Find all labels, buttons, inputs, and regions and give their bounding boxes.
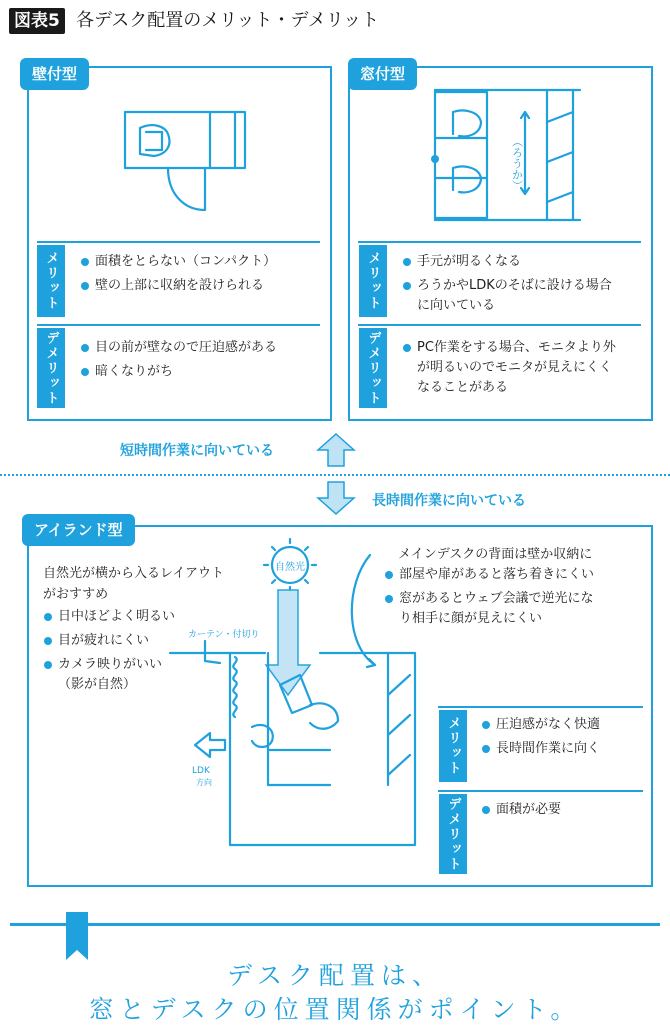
arrow-down-icon <box>316 480 356 516</box>
list-item: 面積をとらない（コンパクト） <box>80 252 320 272</box>
list-item: 暗くなりがち <box>80 362 320 382</box>
figure-badge: 図表5 <box>9 8 65 34</box>
conclusion-rule <box>10 923 660 926</box>
curtain-label: カーテン・付切り <box>188 630 260 640</box>
list-item: 壁の上部に収納を設けられる <box>80 276 320 296</box>
wall-merit-list <box>80 252 320 300</box>
divider-dotted <box>0 474 670 476</box>
long-time-label: 長時間作業に向いている <box>372 493 526 509</box>
wall-merit-top-line <box>37 241 320 243</box>
wall-merit-label: メリット <box>37 245 65 317</box>
window-desk-sketch <box>425 82 590 227</box>
wall-desk-sketch <box>110 100 260 220</box>
ldk-direction-label: 方向 <box>196 778 212 787</box>
list-item: 目の前が壁なので圧迫感がある <box>80 338 320 358</box>
list-item: PC作業をする場合、モニタより外 が明るいのでモニタが見えにくく なることがある <box>402 338 647 398</box>
conclusion-line-1: デスク配置は、 <box>226 961 443 990</box>
bookmark-icon <box>66 912 88 960</box>
island-merit-label: メリット <box>439 710 467 782</box>
arrow-up-icon <box>316 432 356 468</box>
island-demerit-label: デメリット <box>439 794 467 874</box>
corridor-note: （ろうか） <box>510 136 524 191</box>
window-handle-dot <box>431 155 439 163</box>
island-merit-list <box>481 715 646 763</box>
list-item: 窓があるとウェブ会議で逆光にな り相手に顔が見えにくい <box>384 589 634 629</box>
window-merit-list <box>402 252 647 320</box>
window-demerit-list <box>402 338 647 402</box>
island-demerit-top-line <box>438 790 643 792</box>
island-left-note-title: 自然光が横から入るレイアウト がおすすめ <box>43 566 224 602</box>
conclusion-line-2: 窓とデスクの位置関係がポイント。 <box>88 995 582 1024</box>
island-right-note-title: メインデスクの背面は壁か収納に <box>398 547 593 562</box>
wall-demerit-top-line <box>37 324 320 326</box>
list-item: 部屋や扉があると落ち着きにくい <box>384 565 634 585</box>
sun-icon <box>264 539 316 591</box>
ldk-label: LDK <box>192 766 210 776</box>
island-type-tag: アイランド型 <box>22 514 135 546</box>
list-item: 面積が必要 <box>481 800 646 820</box>
wall-type-tag: 壁付型 <box>20 58 89 90</box>
sun-label: 自然光 <box>275 562 305 573</box>
island-merit-top-line <box>438 706 643 708</box>
list-item: 目が疲れにくい <box>43 631 223 651</box>
list-item: 長時間作業に向く <box>481 739 646 759</box>
window-demerit-label: デメリット <box>359 328 387 408</box>
wall-demerit-list <box>80 338 320 386</box>
island-demerit-list <box>481 800 646 824</box>
list-item: 手元が明るくなる <box>402 252 647 272</box>
island-desk-sketch <box>160 535 430 875</box>
window-merit-label: メリット <box>359 245 387 317</box>
list-item: 日中ほどよく明るい <box>43 607 223 627</box>
window-type-tag: 窓付型 <box>348 58 417 90</box>
list-item: 圧迫感がなく快適 <box>481 715 646 735</box>
window-demerit-top-line <box>358 324 641 326</box>
short-time-label: 短時間作業に向いている <box>120 443 274 459</box>
list-item: ろうかやLDKのそばに設ける場合 に向いている <box>402 276 647 316</box>
list-item: カメラ映りがいい （影が自然） <box>43 655 223 695</box>
window-merit-top-line <box>358 241 641 243</box>
figure-title: 各デスク配置のメリット・デメリット <box>76 10 380 31</box>
wall-demerit-label: デメリット <box>37 328 65 408</box>
